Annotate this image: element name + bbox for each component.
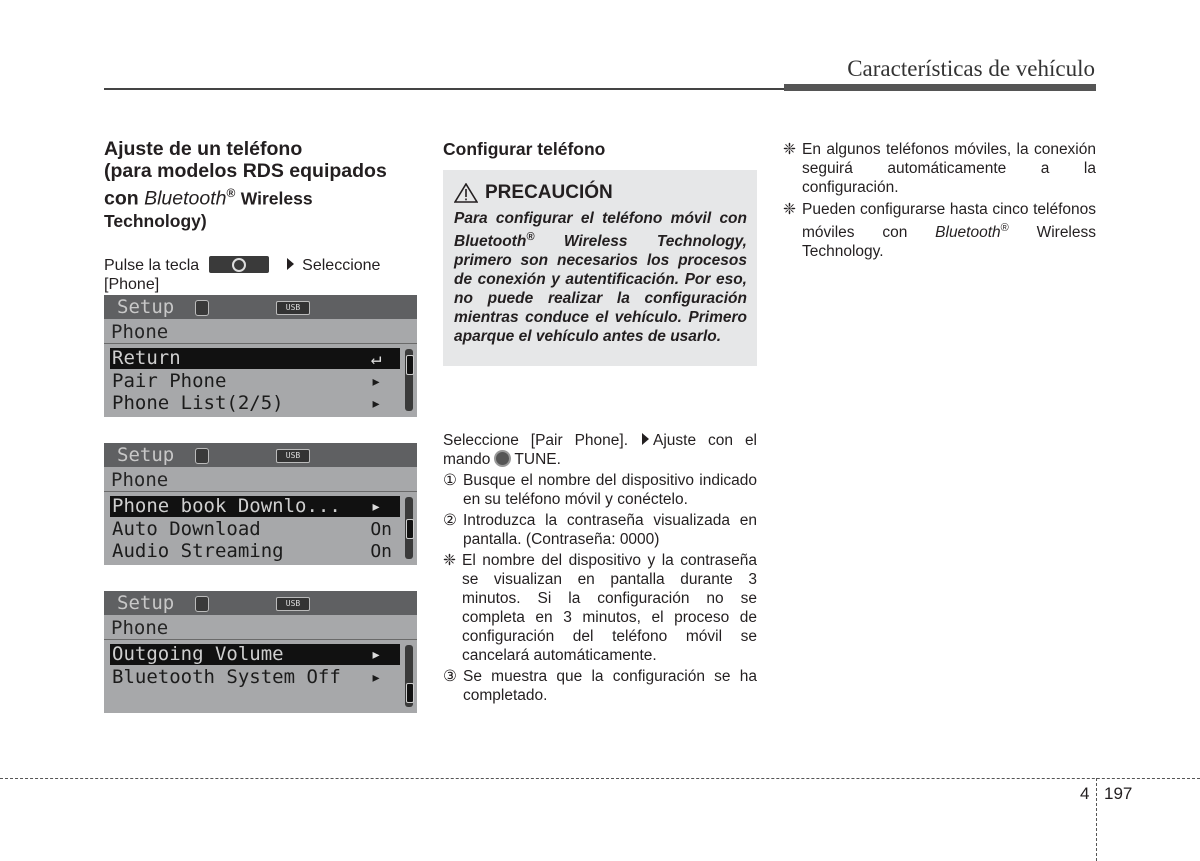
phone-screen-1 [104, 295, 417, 417]
right-column [783, 140, 1096, 261]
caution-registered: ® [526, 231, 535, 243]
left-column [104, 138, 417, 294]
title-line-1: Ajuste de un teléfono [104, 138, 303, 160]
title-wireless: Wireless [240, 188, 313, 209]
return-icon[interactable]: ↵ [352, 348, 400, 369]
note-2-a: Pueden configurarse hasta cinco teléfonos móviles con [802, 201, 1096, 242]
caution-title-text: PRECAUCIÓN [485, 182, 613, 203]
note-1-marker: ❈ [783, 141, 796, 158]
title-bluetooth: Bluetooth [144, 187, 227, 210]
phone-screen-2 [104, 443, 417, 565]
caution-box [443, 170, 757, 366]
warning-triangle-icon [454, 183, 478, 203]
screen-header: Setup [117, 592, 175, 614]
menu-item-bluetooth-system-off[interactable]: Bluetooth System Off [112, 667, 341, 688]
note-2-bluetooth: Bluetooth [935, 224, 1001, 242]
select-b: Ajuste con el mando [443, 432, 758, 468]
note-marker: ❈ [443, 552, 456, 569]
chevron-right-icon: ▸ [370, 371, 382, 392]
note-2-b: Wireless Technology. [802, 224, 1096, 261]
step-2-marker: ② [443, 512, 457, 529]
caution-title [454, 182, 747, 204]
screen-divider [104, 343, 417, 344]
auto-download-value: On [370, 519, 392, 540]
select-a: Seleccione [Pair Phone]. [443, 432, 629, 449]
tune-knob-icon [494, 450, 511, 467]
bluetooth-icon [195, 300, 209, 316]
note-1 [783, 140, 1096, 197]
menu-item-phone-list[interactable]: Phone List(2/5) [112, 393, 284, 414]
intro-phone: [Phone] [104, 275, 160, 293]
section-title [104, 138, 417, 232]
step-1 [443, 471, 757, 509]
menu-item-auto-download[interactable]: Auto Download [112, 519, 261, 540]
usb-icon: USB [276, 449, 310, 463]
screen-subtitle: Phone [111, 617, 169, 639]
footer-dashed-rule [0, 778, 1200, 779]
step-1-text: Busque el nombre del dispositivo indicado en su teléfono móvil y conéctelo. [463, 472, 757, 508]
configure-steps [443, 431, 757, 705]
note-text: El nombre del dispositivo y la contraseña se visualizan en pantalla durante 3 minutos. Si la configuración no se completa en 3 minutos, el proceso de configuración del teléfono móvil se cancelará automáticamente. [462, 552, 757, 664]
configure-heading: Configurar teléfono [443, 139, 606, 159]
intro-select: Seleccione [302, 256, 381, 274]
screen-subtitle: Phone [111, 321, 169, 343]
menu-item-pair-phone[interactable]: Pair Phone [112, 371, 227, 392]
select-c: TUNE. [514, 451, 561, 468]
chapter-number: 4 [1080, 784, 1090, 803]
usb-icon: USB [276, 597, 310, 611]
bluetooth-icon [195, 448, 209, 464]
intro-press: Pulse la tecla [104, 256, 200, 274]
header-title: Características de vehículo [847, 56, 1095, 81]
caution-text [454, 209, 747, 346]
scrollbar-thumb[interactable] [406, 519, 414, 539]
screen-header: Setup [117, 296, 175, 318]
step-3-marker: ③ [443, 668, 457, 685]
caution-text-a: Para configurar el teléfono móvil con Bluetooth [454, 210, 747, 251]
menu-item-audio-streaming[interactable]: Audio Streaming [112, 541, 284, 562]
bluetooth-icon [195, 596, 209, 612]
header-rule [104, 88, 784, 90]
chevron-right-icon: ▸ [370, 393, 382, 414]
step-2-text: Introduzca la contraseña visualizada en pantalla. (Contraseña: 0000) [463, 512, 757, 548]
note-2 [783, 200, 1096, 261]
note-item [443, 551, 757, 665]
title-registered: ® [226, 186, 236, 200]
intro-text [104, 256, 417, 294]
scrollbar-thumb[interactable] [406, 355, 414, 375]
footer-dashed-divider [1096, 778, 1097, 861]
chevron-right-icon[interactable]: ▸ [352, 496, 400, 517]
screen-header: Setup [117, 444, 175, 466]
audio-streaming-value: On [370, 541, 392, 562]
select-instruction [443, 431, 757, 469]
note-2-marker: ❈ [783, 201, 796, 218]
phone-screen-3 [104, 591, 417, 713]
header-bar [784, 84, 1096, 91]
screen-divider [104, 639, 417, 640]
chevron-right-icon: ▸ [370, 667, 382, 688]
step-3 [443, 667, 757, 705]
title-con: con [104, 187, 139, 210]
chevron-right-icon[interactable]: ▸ [352, 644, 400, 665]
menu-item-phone-book-download[interactable]: Phone book Downlo... [110, 496, 352, 517]
scrollbar-thumb[interactable] [406, 683, 414, 703]
menu-item-return[interactable]: Return [110, 348, 352, 369]
step-1-marker: ① [443, 472, 457, 489]
note-2-registered: ® [1000, 222, 1009, 234]
menu-item-outgoing-volume[interactable]: Outgoing Volume [110, 644, 352, 665]
title-line-4: Technology) [104, 210, 207, 231]
step-2 [443, 511, 757, 549]
title-line-2: (para modelos RDS equipados [104, 160, 387, 182]
setup-key-icon [209, 256, 269, 273]
screen-divider [104, 491, 417, 492]
page-number: 197 [1104, 784, 1133, 803]
arrow-right-icon [642, 433, 649, 445]
arrow-right-icon [287, 258, 294, 270]
screen-subtitle: Phone [111, 469, 169, 491]
caution-text-b: Wireless Technology, primero son necesarios los procesos de conexión y autentificación. Por eso, no puede realizar la configuración mientras conduce el vehículo. Primero aparque el vehículo antes de usarlo. [454, 233, 747, 346]
note-1-text: En algunos teléfonos móviles, la conexión seguirá automáticamente a la configuración. [802, 141, 1096, 196]
step-3-text: Se muestra que la configuración se ha completado. [463, 668, 757, 704]
middle-column [443, 138, 757, 366]
usb-icon: USB [276, 301, 310, 315]
